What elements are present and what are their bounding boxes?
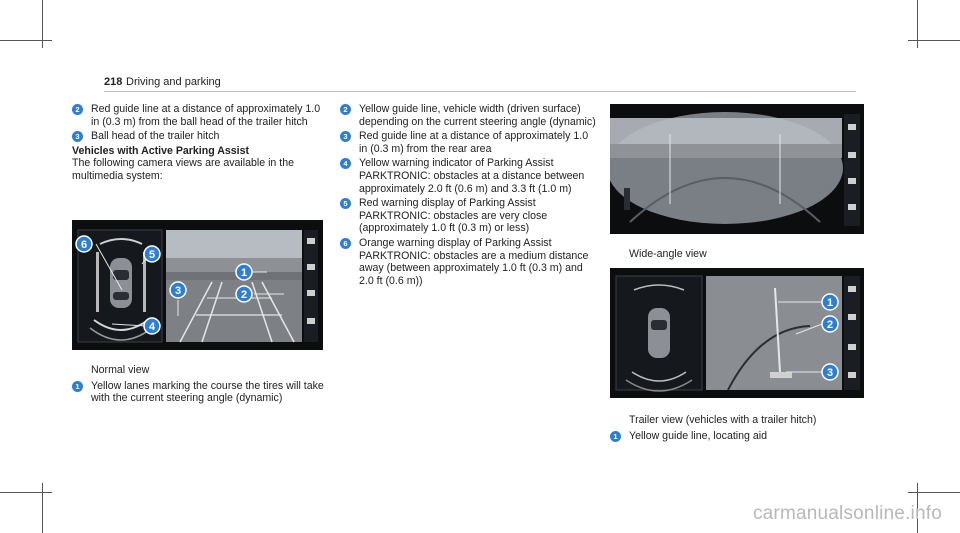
- svg-text:5: 5: [148, 249, 156, 261]
- svg-text:6: 6: [80, 239, 88, 251]
- svg-text:4: 4: [148, 321, 156, 333]
- callout-badge: 1: [610, 431, 621, 442]
- list-item: [340, 237, 596, 287]
- callout-5: [144, 246, 160, 262]
- list-item-text: Yellow warning indicator of Parking Assist PARKTRONIC: obstacles at a distance between approximately 2.0 ft (0.6 m) and 3.3 ft (1.0 m): [359, 157, 585, 195]
- list-item-text: Yellow guide line, vehicle width (driven surface) depending on the current steering angle (dynamic): [359, 103, 596, 128]
- callout-4: [144, 318, 160, 334]
- wide-angle-caption: Wide-angle view: [629, 248, 707, 260]
- callout-badge: 2: [72, 104, 83, 115]
- callout-badge: 4: [340, 158, 351, 169]
- callout-2: [236, 286, 252, 302]
- list-item-text: Yellow lanes marking the course the tires will take with the current steering angle (dynamic): [91, 379, 324, 405]
- crop-mark: [0, 492, 52, 493]
- list-item-text: Red guide line at a distance of approximately 1.0 in (0.3 m) from the ball head of the trailer hitch: [91, 103, 321, 128]
- list-item-text: Red guide line at a distance of approximately 1.0 in (0.3 m) from the rear area: [359, 130, 589, 155]
- list-item-text: Orange warning display of Parking Assist PARKTRONIC: obstacles are a medium distance away (between approximately 1.0 ft (0.3 m) and 2.0 ft (0.6 m)): [359, 236, 589, 287]
- svg-text:1: 1: [240, 267, 248, 279]
- left-caption-block: [72, 364, 328, 407]
- callout-3: [170, 282, 186, 298]
- callout-1: [236, 264, 252, 280]
- callout-badge: 5: [340, 198, 351, 209]
- crop-mark: [0, 40, 52, 41]
- callout-6: [76, 236, 92, 252]
- car-top-view: [110, 258, 132, 308]
- list-item-text: Yellow guide line, locating aid: [629, 429, 768, 442]
- svg-text:2: 2: [826, 319, 834, 331]
- crop-mark: [908, 492, 960, 493]
- normal-view-figure: [72, 220, 323, 350]
- wide-angle-screen: [610, 104, 864, 234]
- svg-text:3: 3: [174, 285, 182, 297]
- car-top-view: [648, 308, 670, 358]
- section-title: Driving and parking: [126, 76, 221, 88]
- crop-mark: [908, 40, 960, 41]
- subheading: Vehicles with Active Parking Assist: [72, 144, 250, 157]
- list-item: [72, 130, 328, 143]
- left-column: [72, 103, 328, 183]
- normal-view-screen: [72, 220, 323, 350]
- list-item: [340, 197, 596, 235]
- list-item: [610, 430, 866, 443]
- list-item: [340, 130, 596, 155]
- list-item: [340, 103, 596, 128]
- callout-1: [822, 294, 838, 310]
- wide-angle-view-figure: [610, 104, 864, 234]
- list-item-text: Red warning display of Parking Assist PARKTRONIC: obstacles are very close (approximately 1.0 ft (0.3 m) or less): [359, 197, 548, 235]
- trailer-caption-block: [610, 414, 866, 444]
- list-item: [72, 380, 328, 405]
- header-rule: [104, 91, 856, 92]
- callout-2: [822, 316, 838, 332]
- list-item: [340, 157, 596, 195]
- figure-caption: Normal view: [91, 364, 150, 376]
- callout-badge: 3: [72, 131, 83, 142]
- trailer-view-figure: [610, 268, 864, 398]
- intro-text: The following camera views are available in the multimedia system:: [72, 157, 294, 182]
- callout-3: [822, 364, 838, 380]
- trailer-view-screen: [610, 268, 864, 398]
- svg-text:1: 1: [826, 297, 834, 309]
- list-item: [72, 103, 328, 128]
- svg-text:3: 3: [826, 367, 834, 379]
- svg-text:2: 2: [240, 289, 248, 301]
- callout-badge: 6: [340, 238, 351, 249]
- callout-badge: 3: [340, 131, 351, 142]
- middle-column: [340, 103, 596, 289]
- callout-badge: 1: [72, 381, 83, 392]
- callout-badge: 2: [340, 104, 351, 115]
- watermark: carmanualsonline.info: [752, 503, 942, 524]
- figure-caption: Trailer view (vehicles with a trailer hitch): [629, 414, 817, 426]
- page-number: 218: [104, 76, 123, 88]
- crop-mark: [42, 483, 43, 533]
- list-item-text: Ball head of the trailer hitch: [91, 130, 220, 143]
